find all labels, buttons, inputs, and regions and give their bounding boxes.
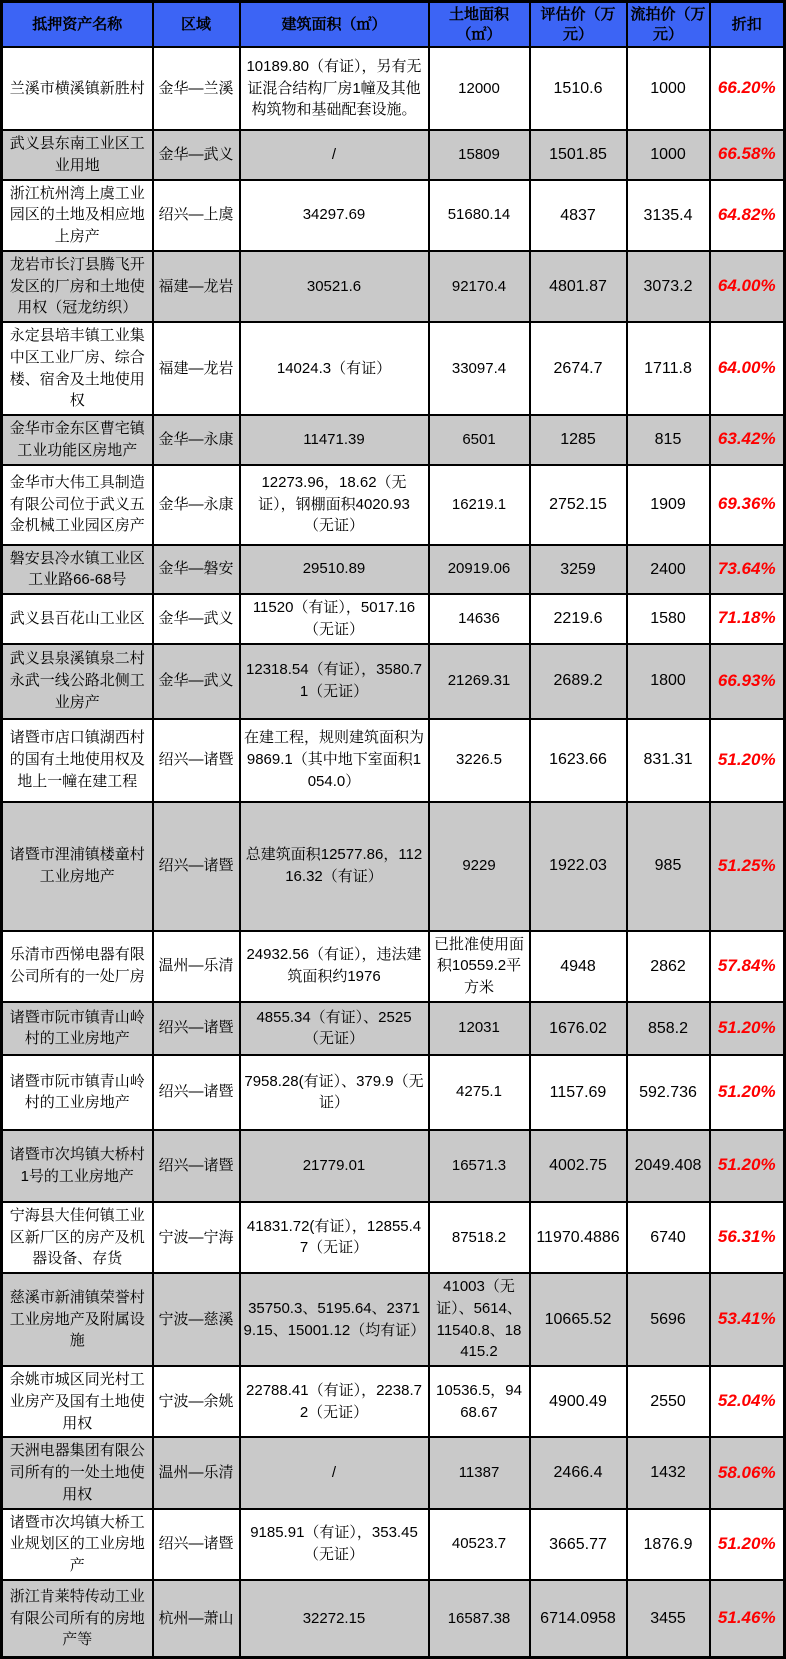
region-cell: 绍兴—诸暨 bbox=[153, 802, 240, 931]
asset-name-cell: 诸暨市次坞镇大桥工业规划区的工业房地产 bbox=[2, 1509, 153, 1580]
land-area-cell: 12000 bbox=[429, 47, 530, 130]
appraisal-price-cell: 6714.0958 bbox=[530, 1580, 627, 1658]
region-cell: 绍兴—诸暨 bbox=[153, 1055, 240, 1130]
table-row bbox=[2, 1202, 785, 1273]
asset-name-cell: 诸暨市次坞镇大桥村1号的工业房地产 bbox=[2, 1130, 153, 1202]
asset-name-cell: 诸暨市阮市镇青山岭村的工业房地产 bbox=[2, 1002, 153, 1055]
failed-auction-price-cell: 1000 bbox=[627, 130, 710, 180]
discount-cell: 51.20% bbox=[710, 1055, 785, 1130]
land-area-cell: 4275.1 bbox=[429, 1055, 530, 1130]
failed-auction-price-cell: 1580 bbox=[627, 594, 710, 644]
table-row bbox=[2, 594, 785, 644]
asset-name-cell: 浙江肯莱特传动工业有限公司所有的房地产等 bbox=[2, 1580, 153, 1658]
table-row bbox=[2, 1580, 785, 1658]
discount-cell: 51.46% bbox=[710, 1580, 785, 1658]
land-area-cell: 15809 bbox=[429, 130, 530, 180]
discount-cell: 51.25% bbox=[710, 802, 785, 931]
land-area-cell: 10536.5，9468.67 bbox=[429, 1366, 530, 1437]
asset-name-cell: 磐安县冷水镇工业区工业路66-68号 bbox=[2, 545, 153, 595]
discount-cell: 73.64% bbox=[710, 545, 785, 595]
building-area-cell: 14024.3（有证） bbox=[240, 322, 429, 415]
building-area-cell: 34297.69 bbox=[240, 180, 429, 251]
failed-auction-price-cell: 2049.408 bbox=[627, 1130, 710, 1202]
table-row bbox=[2, 1055, 785, 1130]
table-row bbox=[2, 1130, 785, 1202]
building-area-cell: 11471.39 bbox=[240, 415, 429, 465]
land-area-cell: 14636 bbox=[429, 594, 530, 644]
building-area-cell: 12318.54（有证），3580.71（无证） bbox=[240, 644, 429, 719]
failed-auction-price-cell: 831.31 bbox=[627, 719, 710, 802]
building-area-cell: 4855.34（有证）、2525（无证） bbox=[240, 1002, 429, 1055]
table-header bbox=[2, 2, 785, 48]
building-area-cell: 在建工程，规则建筑面积为9869.1（其中地下室面积1054.0） bbox=[240, 719, 429, 802]
asset-name-cell: 宁海县大佳何镇工业区新厂区的房产及机器设备、存货 bbox=[2, 1202, 153, 1273]
land-area-cell: 9229 bbox=[429, 802, 530, 931]
appraisal-price-cell: 1501.85 bbox=[530, 130, 627, 180]
region-cell: 宁波—慈溪 bbox=[153, 1273, 240, 1366]
region-cell: 金华—武义 bbox=[153, 594, 240, 644]
discount-cell: 51.20% bbox=[710, 1130, 785, 1202]
table-row bbox=[2, 415, 785, 465]
building-area-cell: 总建筑面积12577.86，11216.32（有证） bbox=[240, 802, 429, 931]
failed-auction-price-cell: 1000 bbox=[627, 47, 710, 130]
appraisal-price-cell: 1157.69 bbox=[530, 1055, 627, 1130]
land-area-cell: 16219.1 bbox=[429, 465, 530, 545]
discount-cell: 52.04% bbox=[710, 1366, 785, 1437]
table-row bbox=[2, 47, 785, 130]
table-row bbox=[2, 465, 785, 545]
building-area-cell: 32272.15 bbox=[240, 1580, 429, 1658]
land-area-cell: 11387 bbox=[429, 1437, 530, 1508]
land-area-cell: 20919.06 bbox=[429, 545, 530, 595]
appraisal-price-cell: 1922.03 bbox=[530, 802, 627, 931]
table-row bbox=[2, 130, 785, 180]
failed-auction-price-cell: 3073.2 bbox=[627, 251, 710, 322]
appraisal-price-cell: 3259 bbox=[530, 545, 627, 595]
header-discount: 折扣 bbox=[710, 2, 785, 48]
table-row bbox=[2, 251, 785, 322]
building-area-cell: 10189.80（有证），另有无证混合结构厂房1幢及其他构筑物和基础配套设施。 bbox=[240, 47, 429, 130]
failed-auction-price-cell: 2400 bbox=[627, 545, 710, 595]
asset-name-cell: 慈溪市新浦镇荣誉村工业房地产及附属设施 bbox=[2, 1273, 153, 1366]
appraisal-price-cell: 10665.52 bbox=[530, 1273, 627, 1366]
header-region: 区域 bbox=[153, 2, 240, 48]
region-cell: 绍兴—诸暨 bbox=[153, 1130, 240, 1202]
appraisal-price-cell: 4837 bbox=[530, 180, 627, 251]
region-cell: 温州—乐清 bbox=[153, 931, 240, 1002]
building-area-cell: 9185.91（有证），353.45（无证） bbox=[240, 1509, 429, 1580]
failed-auction-price-cell: 1800 bbox=[627, 644, 710, 719]
land-area-cell: 12031 bbox=[429, 1002, 530, 1055]
table-row bbox=[2, 1509, 785, 1580]
region-cell: 福建—龙岩 bbox=[153, 251, 240, 322]
table-row bbox=[2, 719, 785, 802]
appraisal-price-cell: 1623.66 bbox=[530, 719, 627, 802]
building-area-cell: 24932.56（有证），违法建筑面积约1976 bbox=[240, 931, 429, 1002]
failed-auction-price-cell: 1876.9 bbox=[627, 1509, 710, 1580]
discount-cell: 64.00% bbox=[710, 322, 785, 415]
appraisal-price-cell: 1676.02 bbox=[530, 1002, 627, 1055]
failed-auction-price-cell: 2862 bbox=[627, 931, 710, 1002]
land-area-cell: 6501 bbox=[429, 415, 530, 465]
asset-name-cell: 天洲电器集团有限公司所有的一处土地使用权 bbox=[2, 1437, 153, 1508]
asset-name-cell: 武义县东南工业区工业用地 bbox=[2, 130, 153, 180]
land-area-cell: 已批准使用面积10559.2平方米 bbox=[429, 931, 530, 1002]
header-building-area: 建筑面积（㎡） bbox=[240, 2, 429, 48]
table-body bbox=[2, 47, 785, 1658]
asset-name-cell: 浙江杭州湾上虞工业园区的土地及相应地上房产 bbox=[2, 180, 153, 251]
failed-auction-price-cell: 2550 bbox=[627, 1366, 710, 1437]
table-row bbox=[2, 545, 785, 595]
land-area-cell: 40523.7 bbox=[429, 1509, 530, 1580]
land-area-cell: 16587.38 bbox=[429, 1580, 530, 1658]
table-row bbox=[2, 322, 785, 415]
discount-cell: 58.06% bbox=[710, 1437, 785, 1508]
region-cell: 绍兴—诸暨 bbox=[153, 1002, 240, 1055]
region-cell: 福建—龙岩 bbox=[153, 322, 240, 415]
header-failed-auction-price: 流拍价（万元） bbox=[627, 2, 710, 48]
land-area-cell: 16571.3 bbox=[429, 1130, 530, 1202]
failed-auction-price-cell: 858.2 bbox=[627, 1002, 710, 1055]
region-cell: 金华—兰溪 bbox=[153, 47, 240, 130]
asset-name-cell: 诸暨市店口镇湖西村的国有土地使用权及地上一幢在建工程 bbox=[2, 719, 153, 802]
appraisal-price-cell: 4900.49 bbox=[530, 1366, 627, 1437]
table-row bbox=[2, 1002, 785, 1055]
appraisal-price-cell: 2219.6 bbox=[530, 594, 627, 644]
building-area-cell: 11520（有证），5017.16（无证） bbox=[240, 594, 429, 644]
asset-name-cell: 武义县泉溪镇泉二村永武一线公路北侧工业房产 bbox=[2, 644, 153, 719]
failed-auction-price-cell: 1432 bbox=[627, 1437, 710, 1508]
table-row bbox=[2, 1366, 785, 1437]
table-row bbox=[2, 802, 785, 931]
building-area-cell: 29510.89 bbox=[240, 545, 429, 595]
appraisal-price-cell: 2689.2 bbox=[530, 644, 627, 719]
region-cell: 绍兴—诸暨 bbox=[153, 1509, 240, 1580]
land-area-cell: 51680.14 bbox=[429, 180, 530, 251]
appraisal-price-cell: 3665.77 bbox=[530, 1509, 627, 1580]
appraisal-price-cell: 4948 bbox=[530, 931, 627, 1002]
appraisal-price-cell: 4801.87 bbox=[530, 251, 627, 322]
table-row bbox=[2, 1273, 785, 1366]
appraisal-price-cell: 2752.15 bbox=[530, 465, 627, 545]
failed-auction-price-cell: 592.736 bbox=[627, 1055, 710, 1130]
asset-name-cell: 诸暨市浬浦镇楼童村工业房地产 bbox=[2, 802, 153, 931]
asset-name-cell: 乐清市西悌电器有限公司所有的一处厂房 bbox=[2, 931, 153, 1002]
region-cell: 金华—磐安 bbox=[153, 545, 240, 595]
header-appraisal-price: 评估价（万元） bbox=[530, 2, 627, 48]
table-row bbox=[2, 931, 785, 1002]
asset-name-cell: 武义县百花山工业区 bbox=[2, 594, 153, 644]
region-cell: 宁波—余姚 bbox=[153, 1366, 240, 1437]
land-area-cell: 3226.5 bbox=[429, 719, 530, 802]
header-land-area: 土地面积（㎡） bbox=[429, 2, 530, 48]
discount-cell: 69.36% bbox=[710, 465, 785, 545]
building-area-cell: 21779.01 bbox=[240, 1130, 429, 1202]
land-area-cell: 21269.31 bbox=[429, 644, 530, 719]
failed-auction-price-cell: 1711.8 bbox=[627, 322, 710, 415]
table-row bbox=[2, 1437, 785, 1508]
asset-name-cell: 永定县培丰镇工业集中区工业厂房、综合楼、宿舍及土地使用权 bbox=[2, 322, 153, 415]
appraisal-price-cell: 1510.6 bbox=[530, 47, 627, 130]
failed-auction-price-cell: 5696 bbox=[627, 1273, 710, 1366]
building-area-cell: 22788.41（有证），2238.72（无证） bbox=[240, 1366, 429, 1437]
appraisal-price-cell: 2466.4 bbox=[530, 1437, 627, 1508]
failed-auction-price-cell: 985 bbox=[627, 802, 710, 931]
appraisal-price-cell: 2674.7 bbox=[530, 322, 627, 415]
building-area-cell: 7958.28(有证）、379.9（无证） bbox=[240, 1055, 429, 1130]
appraisal-price-cell: 1285 bbox=[530, 415, 627, 465]
region-cell: 金华—永康 bbox=[153, 415, 240, 465]
discount-cell: 63.42% bbox=[710, 415, 785, 465]
land-area-cell: 33097.4 bbox=[429, 322, 530, 415]
appraisal-price-cell: 11970.4886 bbox=[530, 1202, 627, 1273]
asset-name-cell: 兰溪市横溪镇新胜村 bbox=[2, 47, 153, 130]
discount-cell: 64.82% bbox=[710, 180, 785, 251]
asset-name-cell: 金华市金东区曹宅镇工业功能区房地产 bbox=[2, 415, 153, 465]
discount-cell: 66.93% bbox=[710, 644, 785, 719]
discount-cell: 57.84% bbox=[710, 931, 785, 1002]
building-area-cell: / bbox=[240, 130, 429, 180]
discount-cell: 71.18% bbox=[710, 594, 785, 644]
region-cell: 金华—永康 bbox=[153, 465, 240, 545]
discount-cell: 66.20% bbox=[710, 47, 785, 130]
discount-cell: 64.00% bbox=[710, 251, 785, 322]
building-area-cell: 35750.3、5195.64、23719.15、15001.12（均有证） bbox=[240, 1273, 429, 1366]
header-asset-name: 抵押资产名称 bbox=[2, 2, 153, 48]
asset-name-cell: 金华市大伟工具制造有限公司位于武义五金机械工业园区房产 bbox=[2, 465, 153, 545]
region-cell: 绍兴—上虞 bbox=[153, 180, 240, 251]
discount-cell: 51.20% bbox=[710, 1509, 785, 1580]
failed-auction-price-cell: 6740 bbox=[627, 1202, 710, 1273]
table-row bbox=[2, 180, 785, 251]
discount-cell: 51.20% bbox=[710, 1002, 785, 1055]
region-cell: 绍兴—诸暨 bbox=[153, 719, 240, 802]
region-cell: 杭州—萧山 bbox=[153, 1580, 240, 1658]
discount-cell: 53.41% bbox=[710, 1273, 785, 1366]
building-area-cell: 30521.6 bbox=[240, 251, 429, 322]
region-cell: 温州—乐清 bbox=[153, 1437, 240, 1508]
asset-name-cell: 龙岩市长汀县腾飞开发区的厂房和土地使用权（冠龙纺织） bbox=[2, 251, 153, 322]
region-cell: 金华—武义 bbox=[153, 130, 240, 180]
building-area-cell: / bbox=[240, 1437, 429, 1508]
discount-cell: 51.20% bbox=[710, 719, 785, 802]
failed-auction-price-cell: 1909 bbox=[627, 465, 710, 545]
failed-auction-price-cell: 3135.4 bbox=[627, 180, 710, 251]
discount-cell: 66.58% bbox=[710, 130, 785, 180]
asset-name-cell: 诸暨市阮市镇青山岭村的工业房地产 bbox=[2, 1055, 153, 1130]
land-area-cell: 41003（无证）、5614、11540.8、18415.2 bbox=[429, 1273, 530, 1366]
discount-cell: 56.31% bbox=[710, 1202, 785, 1273]
region-cell: 宁波—宁海 bbox=[153, 1202, 240, 1273]
failed-auction-price-cell: 3455 bbox=[627, 1580, 710, 1658]
building-area-cell: 12273.96，18.62（无证），钢棚面积4020.93（无证） bbox=[240, 465, 429, 545]
land-area-cell: 87518.2 bbox=[429, 1202, 530, 1273]
region-cell: 金华—武义 bbox=[153, 644, 240, 719]
failed-auction-price-cell: 815 bbox=[627, 415, 710, 465]
asset-name-cell: 余姚市城区同光村工业房产及国有土地使用权 bbox=[2, 1366, 153, 1437]
land-area-cell: 92170.4 bbox=[429, 251, 530, 322]
appraisal-price-cell: 4002.75 bbox=[530, 1130, 627, 1202]
table-row bbox=[2, 644, 785, 719]
building-area-cell: 41831.72(有证），12855.47（无证） bbox=[240, 1202, 429, 1273]
header-row bbox=[2, 2, 785, 48]
